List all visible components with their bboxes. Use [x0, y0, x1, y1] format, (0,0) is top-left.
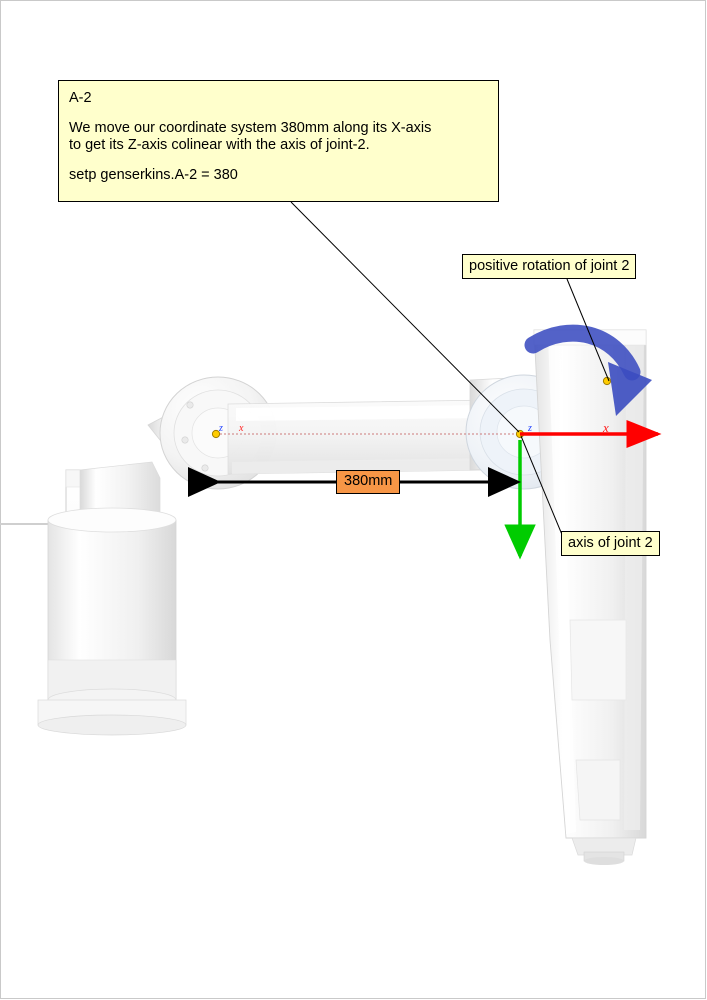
- right-origin-x-label: x: [603, 420, 609, 435]
- note-a2-command: setp genserkins.A-2 = 380: [69, 167, 238, 183]
- callout-axis-of-joint-2: axis of joint 2: [561, 531, 660, 556]
- right-origin-z-label: z: [528, 423, 532, 434]
- note-a2-heading: A-2: [69, 90, 92, 106]
- left-origin-x-label: x: [239, 423, 244, 434]
- note-a2-body-line-1: We move our coordinate system 380mm along its X-axis: [69, 120, 432, 136]
- note-a2-body-line-2: to get its Z-axis colinear with the axis of joint-2.: [69, 137, 370, 153]
- dimension-label-380mm: 380mm: [336, 470, 400, 494]
- callout-positive-rotation: positive rotation of joint 2: [462, 254, 636, 279]
- note-a2: [58, 80, 499, 202]
- left-origin-z-label: z: [219, 423, 223, 434]
